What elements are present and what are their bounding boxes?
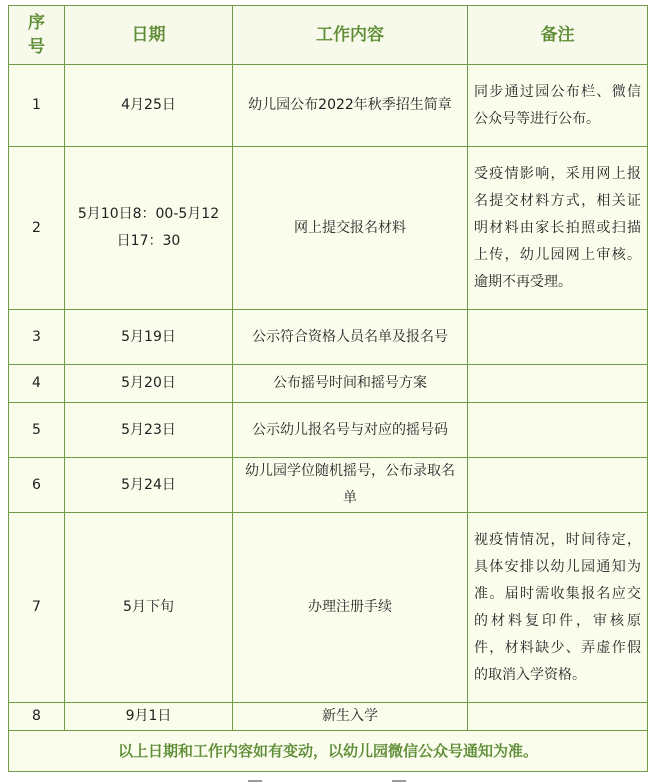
table-row xyxy=(9,365,648,403)
schedule-table-wrapper xyxy=(8,5,647,772)
bottom-divider-left xyxy=(248,780,262,782)
header-content: 工作内容 xyxy=(233,6,468,65)
row-date: 5月24日 xyxy=(65,458,233,513)
row-content: 幼儿园学位随机摇号，公布录取名单 xyxy=(233,458,468,513)
header-date: 日期 xyxy=(65,6,233,65)
row-content: 新生入学 xyxy=(233,703,468,731)
bottom-divider-right xyxy=(392,780,406,782)
table-header-row xyxy=(9,6,648,65)
row-note xyxy=(468,365,648,403)
row-content: 办理注册手续 xyxy=(233,513,468,703)
table-row xyxy=(9,147,648,310)
table-row xyxy=(9,703,648,731)
row-note xyxy=(468,458,648,513)
row-date: 5月下旬 xyxy=(65,513,233,703)
row-note xyxy=(468,703,648,731)
row-note: 视疫情情况，时间待定，具体安排以幼儿园通知为准。届时需收集报名应交的材料复印件，审核原件，材料缺少、弄虚作假的取消入学资格。 xyxy=(468,513,648,703)
footer-notice: 以上日期和工作内容如有变动，以幼儿园微信公众号通知为准。 xyxy=(9,731,648,772)
table-row xyxy=(9,65,648,147)
table-row xyxy=(9,458,648,513)
row-seq: 4 xyxy=(9,365,65,403)
row-note xyxy=(468,403,648,458)
header-note: 备注 xyxy=(468,6,648,65)
header-seq xyxy=(9,6,65,65)
row-seq: 7 xyxy=(9,513,65,703)
row-seq: 6 xyxy=(9,458,65,513)
row-date: 5月19日 xyxy=(65,310,233,365)
row-date-text: 5月10日8：00-5月12日17：30 xyxy=(77,206,220,249)
row-date: 5月23日 xyxy=(65,403,233,458)
row-content: 公布摇号时间和摇号方案 xyxy=(233,365,468,403)
row-note: 受疫情影响，采用网上报名提交材料方式，相关证明材料由家长拍照或扫描上传，幼儿园网上审核。逾期不再受理。 xyxy=(468,147,648,310)
row-date: 9月1日 xyxy=(65,703,233,731)
row-content: 公示符合资格人员名单及报名号 xyxy=(233,310,468,365)
row-note: 同步通过园公布栏、微信公众号等进行公布。 xyxy=(468,65,648,147)
row-note xyxy=(468,310,648,365)
table-row xyxy=(9,310,648,365)
row-date xyxy=(65,147,233,310)
enrollment-schedule-table xyxy=(8,5,648,772)
table-row xyxy=(9,513,648,703)
row-seq: 1 xyxy=(9,65,65,147)
table-row xyxy=(9,403,648,458)
row-content: 幼儿园公布2022年秋季招生简章 xyxy=(233,65,468,147)
row-seq: 3 xyxy=(9,310,65,365)
row-date: 5月20日 xyxy=(65,365,233,403)
row-content: 公示幼儿报名号与对应的摇号码 xyxy=(233,403,468,458)
row-seq: 2 xyxy=(9,147,65,310)
table-footer-row xyxy=(9,731,648,772)
row-date: 4月25日 xyxy=(65,65,233,147)
header-seq-label: 序号 xyxy=(28,13,45,57)
row-seq: 5 xyxy=(9,403,65,458)
row-seq: 8 xyxy=(9,703,65,731)
row-content: 网上提交报名材料 xyxy=(233,147,468,310)
